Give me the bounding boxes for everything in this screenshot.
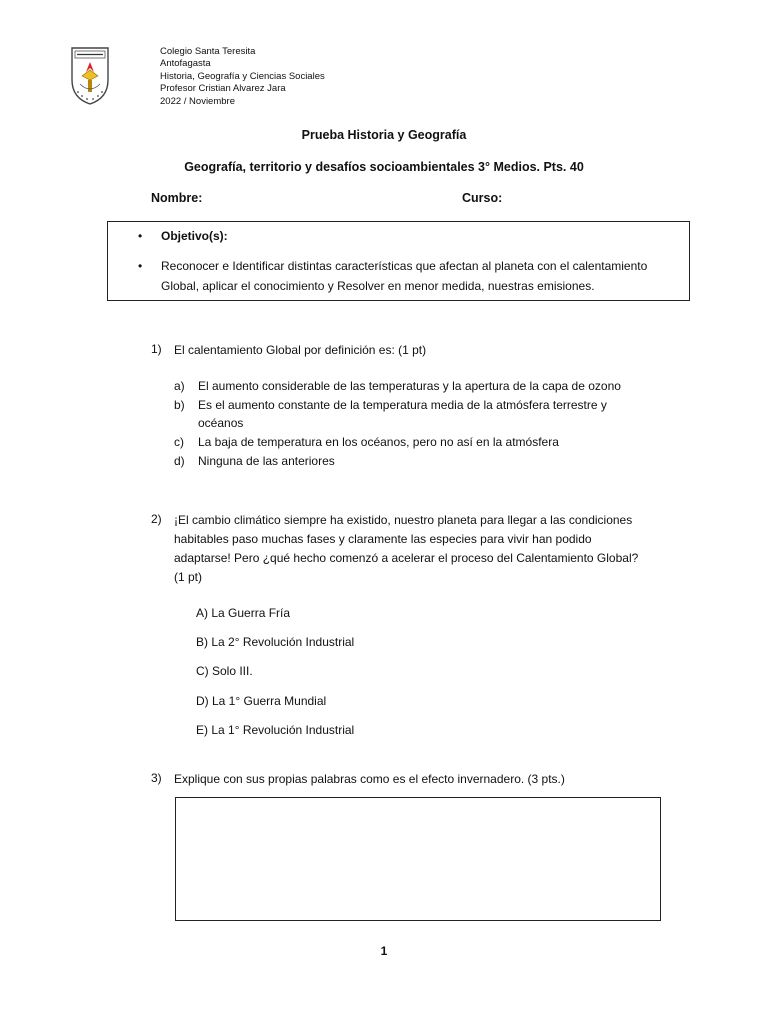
q1-option-c-letter: c) xyxy=(174,435,184,449)
school-info xyxy=(160,46,325,108)
question-2-number: 2) xyxy=(151,512,162,526)
question-2-text-line2: habitables paso muchas fases y claramente las especies para vivir han podido xyxy=(174,532,592,546)
question-3-text: Explique con sus propias palabras como es el efecto invernadero. (3 pts.) xyxy=(174,772,565,786)
q2-option-d[interactable]: D) La 1° Guerra Mundial xyxy=(196,694,327,708)
question-3-answer-box[interactable] xyxy=(175,797,661,921)
q2-option-b[interactable]: B) La 2° Revolución Industrial xyxy=(196,635,355,649)
question-2-text-line4: (1 pt) xyxy=(174,570,203,584)
question-1-text: El calentamiento Global por definición es: (1 pt) xyxy=(174,343,427,357)
question-2-text-line3: adaptarse! Pero ¿qué hecho comenzó a acelerar el proceso del Calentamiento Global? xyxy=(174,551,639,565)
school-city: Antofagasta xyxy=(160,58,211,70)
school-teacher: Profesor Cristian Alvarez Jara xyxy=(160,83,286,95)
question-2-text-line1: ¡El cambio climático siempre ha existido, nuestro planeta para llegar a las condiciones xyxy=(174,513,633,527)
school-name: Colegio Santa Teresita xyxy=(160,46,256,57)
name-label: Nombre: xyxy=(151,191,203,205)
q1-option-a-letter: a) xyxy=(174,379,185,393)
question-1-number: 1) xyxy=(151,342,162,356)
q1-option-c-text[interactable]: La baja de temperatura en los océanos, pero no así en la atmósfera xyxy=(198,435,559,449)
objectives-text-line1: Reconocer e Identificar distintas características que afectan al planeta con el calentamiento xyxy=(161,259,648,273)
question-3-number: 3) xyxy=(151,771,162,785)
page-title: Prueba Historia y Geografía xyxy=(301,128,467,142)
objectives-heading: Objetivo(s): xyxy=(161,229,228,243)
page-number: 1 xyxy=(380,944,388,958)
q1-option-b-letter: b) xyxy=(174,398,185,412)
q1-option-a-text[interactable]: El aumento considerable de las temperaturas y la apertura de la capa de ozono xyxy=(198,379,621,393)
bullet-icon: • xyxy=(138,229,143,243)
course-label: Curso: xyxy=(462,191,503,205)
school-department: Historia, Geografía y Ciencias Sociales xyxy=(160,70,325,82)
q1-option-d-letter: d) xyxy=(174,454,185,468)
q2-option-c[interactable]: C) Solo III. xyxy=(196,664,253,678)
q2-option-a[interactable]: A) La Guerra Fría xyxy=(196,606,291,620)
objectives-text-line2: Global, aplicar el conocimiento y Resolver en menor medida, nuestras emisiones. xyxy=(161,279,595,293)
school-crest-icon xyxy=(68,44,112,108)
q1-option-d-text[interactable]: Ninguna de las anteriores xyxy=(198,454,335,468)
school-date: 2022 / Noviembre xyxy=(160,95,235,107)
q2-option-e[interactable]: E) La 1° Revolución Industrial xyxy=(196,723,355,737)
bullet-icon: • xyxy=(138,259,143,273)
q1-option-b-text-line2[interactable]: océanos xyxy=(198,416,244,430)
page-subtitle: Geografía, territorio y desafíos socioambientales 3° Medios. Pts. 40 xyxy=(184,160,584,174)
q1-option-b-text[interactable]: Es el aumento constante de la temperatura media de la atmósfera terrestre y xyxy=(198,398,607,412)
